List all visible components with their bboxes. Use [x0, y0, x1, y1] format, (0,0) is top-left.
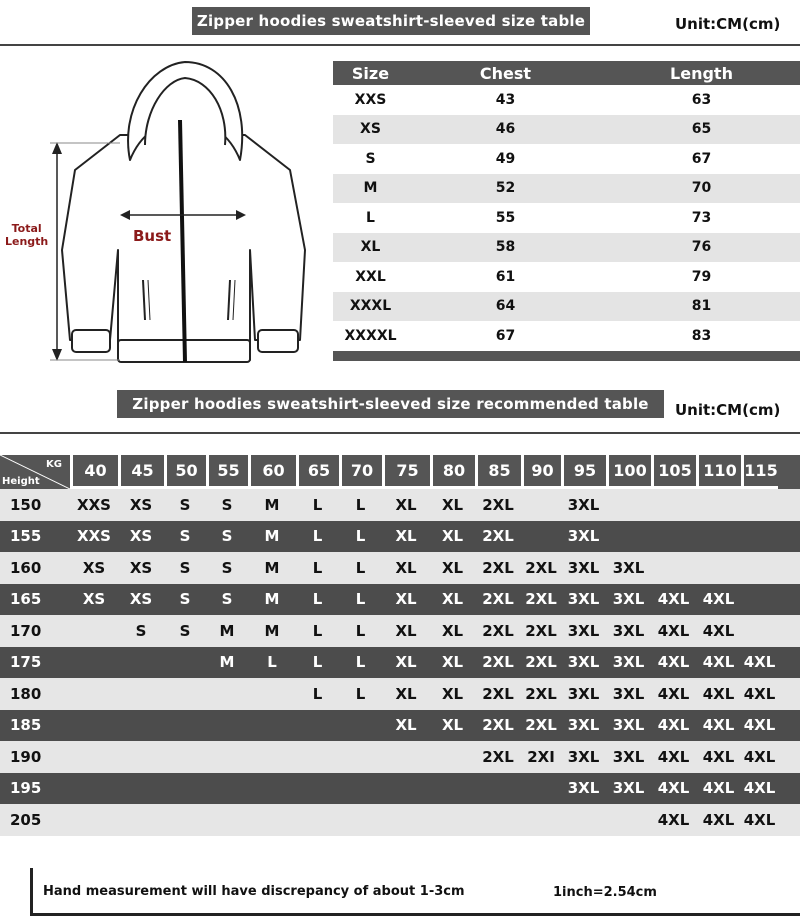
weight-header-cell: 85: [475, 455, 521, 489]
chest-cell: 64: [495, 298, 516, 315]
size-recommendation-cell: 3XL: [612, 653, 645, 672]
header-length: Length: [670, 63, 733, 83]
height-cell: 185: [10, 716, 42, 735]
chest-cell: 67: [495, 327, 516, 344]
size-recommendation-cell: 4XL: [743, 779, 776, 798]
size-recommendation-cell: S: [179, 527, 191, 546]
weight-header-cell: 105: [651, 455, 696, 489]
rec-table-title: Zipper hoodies sweatshirt-sleeved size recommended table: [117, 390, 664, 418]
size-recommendation-cell: 4XL: [657, 590, 690, 609]
table-row: [0, 804, 800, 836]
footer-note-box: [30, 868, 800, 916]
size-recommendation-cell: M: [219, 621, 235, 640]
length-cell: 65: [691, 121, 712, 138]
size-recommendation-cell: S: [221, 590, 233, 609]
height-cell: 165: [10, 590, 42, 609]
size-recommendation-cell: 3XL: [612, 558, 645, 577]
size-recommendation-cell: S: [179, 590, 191, 609]
chest-cell: 52: [495, 180, 516, 197]
header-chest: Chest: [479, 63, 532, 83]
size-recommendation-cell: 2XL: [525, 621, 557, 640]
discrepancy-note: Hand measurement will have discrepancy of about 1-3cm: [43, 884, 465, 899]
size-recommendation-cell: L: [355, 653, 366, 672]
size-table-unit: Unit:CM(cm): [675, 15, 781, 33]
size-recommendation-cell: S: [179, 558, 191, 577]
size-recommendation-cell: 2XL: [482, 558, 514, 577]
size-recommendation-cell: 2XL: [482, 527, 514, 546]
inch-conversion-note: 1inch=2.54cm: [553, 885, 657, 900]
size-recommendation-cell: 3XL: [567, 527, 600, 546]
size-recommendation-cell: 4XL: [743, 684, 776, 703]
size-recommendation-cell: M: [264, 590, 280, 609]
length-cell: 63: [691, 91, 712, 108]
size-recommendation-cell: 3XL: [612, 621, 645, 640]
height-cell: 160: [10, 558, 42, 577]
size-recommendation-cell: 2XL: [482, 653, 514, 672]
weight-header-cell: 50: [164, 455, 206, 489]
table-row: [0, 678, 800, 710]
size-recommendation-cell: S: [221, 527, 233, 546]
size-recommendation-cell: L: [312, 495, 323, 514]
weight-header-cell: 40: [70, 455, 118, 489]
height-cell: 180: [10, 684, 42, 703]
total-length-label: Total Length: [5, 222, 49, 248]
size-recommendation-cell: 2XI: [527, 747, 555, 766]
size-recommendation-cell: L: [312, 527, 323, 546]
size-recommendation-cell: 4XL: [657, 716, 690, 735]
size-recommendation-cell: 2XL: [482, 590, 514, 609]
recommended-table: [0, 455, 800, 836]
weight-header-cell: 45: [118, 455, 164, 489]
length-cell: 67: [691, 150, 712, 167]
table-row: [333, 144, 800, 174]
size-recommendation-cell: L: [355, 621, 366, 640]
size-recommendation-cell: L: [312, 653, 323, 672]
table-row: [0, 773, 800, 805]
table-row: [333, 262, 800, 292]
size-recommendation-cell: 3XL: [612, 747, 645, 766]
table-row: [0, 741, 800, 773]
size-recommendation-cell: 4XL: [702, 590, 735, 609]
size-recommendation-cell: XS: [129, 495, 153, 514]
size-recommendation-cell: 2XL: [525, 590, 557, 609]
size-recommendation-cell: L: [355, 590, 366, 609]
size-recommendation-cell: 4XL: [743, 810, 776, 829]
length-cell: 76: [691, 239, 712, 256]
size-recommendation-cell: XL: [395, 653, 417, 672]
size-recommendation-cell: M: [264, 558, 280, 577]
height-cell: 205: [10, 810, 42, 829]
bust-label: Bust: [133, 227, 172, 245]
weight-header-cell: 60: [248, 455, 296, 489]
header-size: Size: [351, 63, 390, 83]
height-cell: 175: [10, 653, 42, 672]
size-recommendation-cell: 3XL: [567, 621, 600, 640]
size-recommendation-cell: 3XL: [567, 684, 600, 703]
size-recommendation-cell: XS: [129, 558, 153, 577]
size-cell: XXXL: [349, 298, 392, 315]
size-recommendation-cell: 4XL: [657, 621, 690, 640]
size-recommendation-cell: 3XL: [567, 779, 600, 798]
size-recommendation-cell: 4XL: [657, 684, 690, 703]
size-recommendation-cell: L: [355, 495, 366, 514]
size-recommendation-cell: XXS: [77, 527, 111, 546]
size-cell: L: [366, 209, 375, 226]
size-recommendation-cell: 3XL: [567, 558, 600, 577]
size-recommendation-cell: 2XL: [525, 684, 557, 703]
size-recommendation-cell: M: [264, 621, 280, 640]
size-recommendation-cell: 2XL: [525, 716, 557, 735]
length-cell: 81: [691, 298, 712, 315]
size-recommendation-cell: XL: [395, 495, 417, 514]
size-recommendation-cell: XL: [441, 558, 464, 577]
size-recommendation-cell: XL: [395, 590, 417, 609]
size-recommendation-cell: 3XL: [612, 779, 645, 798]
size-recommendation-cell: XXS: [77, 495, 111, 514]
size-recommendation-cell: 4XL: [657, 747, 690, 766]
size-recommendation-cell: S: [221, 495, 233, 514]
size-table-header: [333, 61, 800, 85]
chest-cell: 58: [495, 239, 516, 256]
length-cell: 73: [691, 209, 712, 226]
size-recommendation-cell: XS: [129, 590, 153, 609]
size-recommendation-cell: 3XL: [612, 684, 645, 703]
corner-height-label: Height: [2, 476, 40, 487]
size-recommendation-cell: XL: [395, 684, 417, 703]
hoodie-diagram: [0, 50, 330, 370]
size-recommendation-cell: 3XL: [567, 747, 600, 766]
size-recommendation-cell: 4XL: [657, 779, 690, 798]
size-recommendation-cell: 4XL: [743, 653, 776, 672]
size-table-title: Zipper hoodies sweatshirt-sleeved size table: [192, 7, 590, 35]
weight-header-cell: 80: [430, 455, 475, 489]
size-recommendation-cell: 4XL: [702, 779, 735, 798]
size-recommendation-cell: XL: [441, 590, 464, 609]
size-recommendation-cell: S: [221, 558, 233, 577]
size-cell: XXL: [355, 268, 386, 285]
table-row: [0, 489, 800, 521]
chest-cell: 55: [495, 209, 516, 226]
size-recommendation-cell: L: [355, 558, 366, 577]
size-recommendation-cell: L: [312, 684, 323, 703]
size-cell: XL: [360, 239, 381, 256]
size-recommendation-cell: 2XL: [482, 684, 514, 703]
size-recommendation-cell: L: [355, 527, 366, 546]
size-cell: XS: [360, 121, 381, 138]
height-cell: 195: [10, 779, 42, 798]
table-row: [0, 615, 800, 647]
size-recommendation-cell: XL: [441, 684, 464, 703]
hoodie-illustration: [0, 50, 330, 370]
size-recommendation-cell: XL: [395, 527, 417, 546]
table-row: [0, 647, 800, 679]
size-recommendation-cell: M: [264, 495, 280, 514]
size-recommendation-cell: 4XL: [743, 747, 776, 766]
size-recommendation-cell: 3XL: [612, 716, 645, 735]
size-recommendation-cell: XL: [441, 495, 464, 514]
height-cell: 190: [10, 747, 42, 766]
table-row: [333, 233, 800, 263]
size-recommendation-cell: 4XL: [702, 653, 735, 672]
size-recommendation-cell: 4XL: [702, 684, 735, 703]
table-row: [0, 584, 800, 616]
size-recommendation-cell: S: [179, 495, 191, 514]
size-table: [333, 61, 800, 361]
size-recommendation-cell: 2XL: [482, 716, 514, 735]
table-row: [0, 552, 800, 584]
size-recommendation-cell: M: [219, 653, 235, 672]
weight-header-cell: 115: [741, 455, 778, 489]
size-recommendation-cell: 4XL: [657, 810, 690, 829]
size-recommendation-cell: 4XL: [743, 716, 776, 735]
size-recommendation-cell: XL: [395, 558, 417, 577]
table-row: [0, 710, 800, 742]
size-recommendation-cell: L: [312, 621, 323, 640]
size-recommendation-cell: XS: [82, 590, 106, 609]
size-recommendation-cell: XL: [441, 653, 464, 672]
size-recommendation-cell: 4XL: [702, 621, 735, 640]
chest-cell: 49: [495, 150, 516, 167]
size-recommendation-cell: XL: [395, 621, 417, 640]
size-recommendation-cell: 4XL: [702, 747, 735, 766]
table-row: [0, 521, 800, 553]
rec-table-unit: Unit:CM(cm): [675, 401, 781, 419]
size-recommendation-cell: 3XL: [567, 653, 600, 672]
size-recommendation-cell: 2XL: [482, 495, 514, 514]
size-recommendation-cell: 2XL: [525, 558, 557, 577]
size-recommendation-cell: 2XL: [482, 747, 514, 766]
rec-table-header: [0, 455, 800, 489]
chest-cell: 43: [495, 91, 516, 108]
weight-header-cell: 55: [206, 455, 248, 489]
size-recommendation-cell: XS: [82, 558, 106, 577]
chest-cell: 46: [495, 121, 516, 138]
size-recommendation-cell: M: [264, 527, 280, 546]
size-recommendation-cell: 4XL: [702, 810, 735, 829]
size-recommendation-cell: XL: [441, 527, 464, 546]
top-divider: [0, 44, 800, 46]
size-cell: S: [365, 150, 376, 167]
height-cell: 155: [10, 527, 42, 546]
length-cell: 70: [691, 180, 712, 197]
length-cell: 83: [691, 327, 712, 344]
size-table-footer-bar: [333, 351, 800, 361]
size-recommendation-cell: XL: [441, 716, 464, 735]
size-recommendation-cell: 4XL: [702, 716, 735, 735]
middle-divider: [0, 432, 800, 434]
table-row: [333, 174, 800, 204]
height-cell: 150: [10, 495, 42, 514]
size-recommendation-cell: 2XL: [525, 653, 557, 672]
size-recommendation-cell: 3XL: [612, 590, 645, 609]
chest-cell: 61: [495, 268, 516, 285]
size-recommendation-cell: L: [312, 590, 323, 609]
size-cell: M: [363, 180, 378, 197]
table-row: [333, 203, 800, 233]
height-cell: 170: [10, 621, 42, 640]
size-recommendation-cell: L: [312, 558, 323, 577]
size-cell: XXXXL: [344, 327, 397, 344]
weight-header-cell: 70: [339, 455, 382, 489]
size-recommendation-cell: 4XL: [657, 653, 690, 672]
size-recommendation-cell: S: [179, 621, 191, 640]
size-recommendation-cell: XS: [129, 527, 153, 546]
size-recommendation-cell: L: [267, 653, 277, 672]
corner-kg-label: KG: [46, 459, 62, 470]
size-recommendation-cell: S: [135, 621, 147, 640]
size-recommendation-cell: 3XL: [567, 590, 600, 609]
size-recommendation-cell: 3XL: [567, 716, 600, 735]
weight-header-cell: 65: [296, 455, 339, 489]
weight-header-cell: 110: [696, 455, 741, 489]
table-row: [333, 85, 800, 115]
size-cell: XXS: [354, 91, 387, 108]
weight-header-cell: 100: [606, 455, 651, 489]
corner-cell: [0, 455, 70, 489]
table-row: [333, 321, 800, 351]
weight-header-cell: 90: [521, 455, 561, 489]
weight-header-cell: 75: [382, 455, 430, 489]
table-row: [333, 292, 800, 322]
weight-header-cell: 95: [561, 455, 606, 489]
size-recommendation-cell: 3XL: [567, 495, 600, 514]
size-recommendation-cell: L: [355, 684, 366, 703]
size-recommendation-cell: XL: [441, 621, 464, 640]
size-recommendation-cell: 2XL: [482, 621, 514, 640]
size-recommendation-cell: XL: [395, 716, 417, 735]
table-row: [333, 115, 800, 145]
length-cell: 79: [691, 268, 712, 285]
